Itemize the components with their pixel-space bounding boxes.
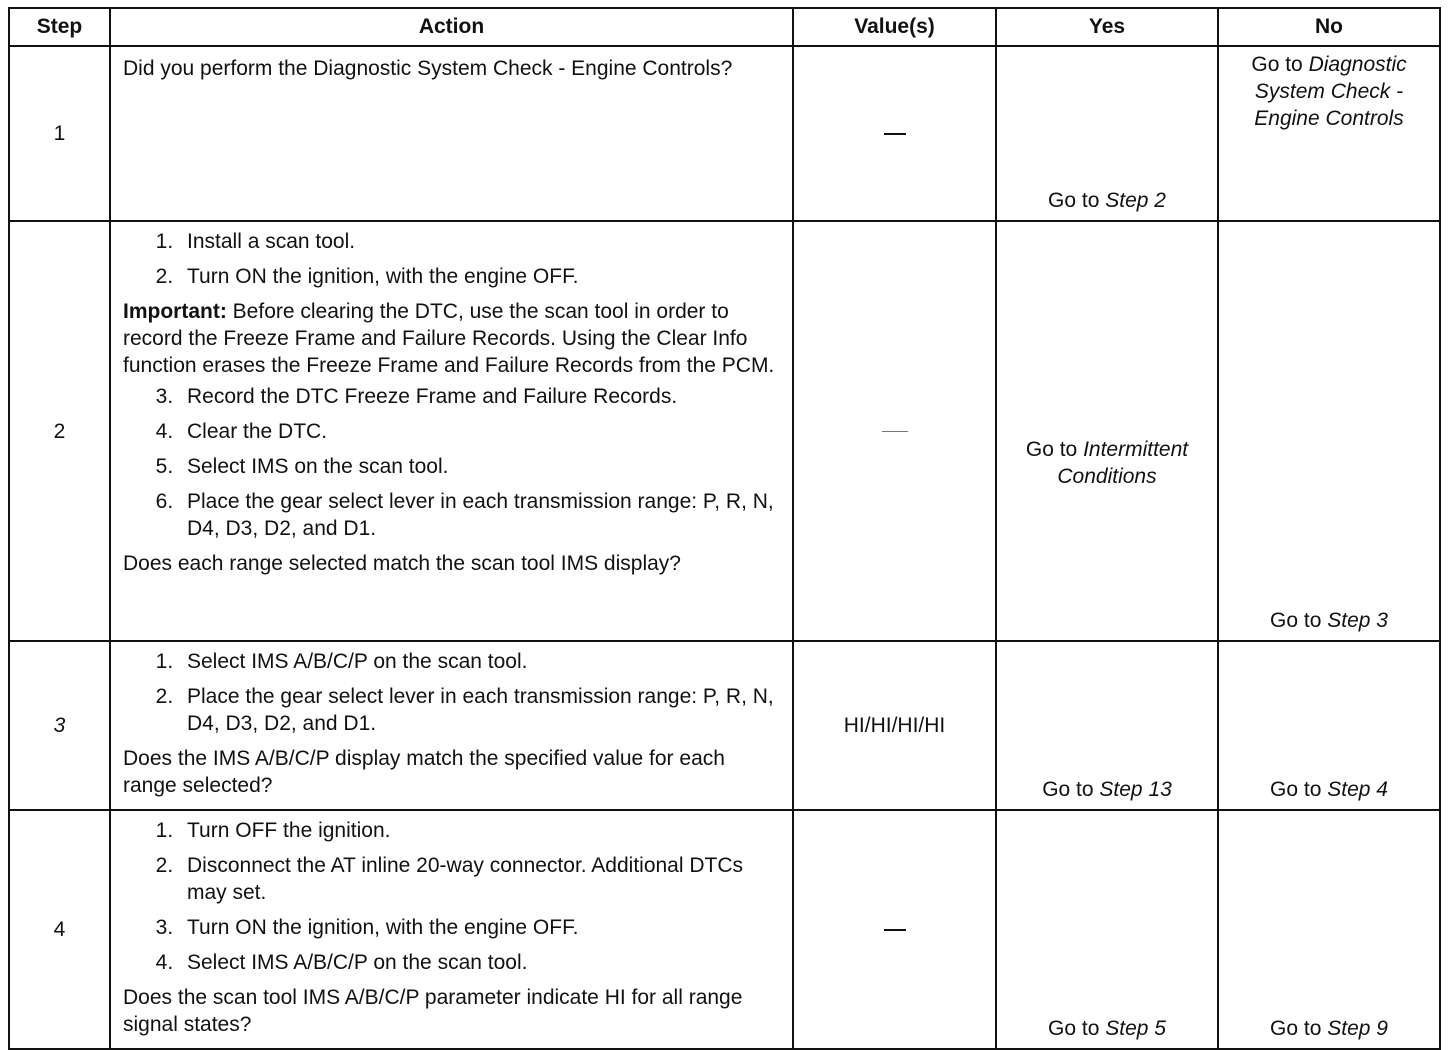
yes-target: Step 13 xyxy=(1099,778,1172,801)
action-list xyxy=(123,648,782,737)
list-item: 3. Record the DTC Freeze Frame and Failure Records. xyxy=(179,383,782,410)
action-list xyxy=(123,228,782,290)
action-list xyxy=(123,383,782,542)
header-action: Action xyxy=(110,8,793,46)
no-prefix: Go to xyxy=(1251,53,1303,76)
value-dash xyxy=(884,929,906,931)
important-note xyxy=(123,298,782,379)
action-cell xyxy=(110,46,793,221)
value-cell xyxy=(793,221,996,641)
no-cell xyxy=(1218,810,1440,1049)
step-number: 4 xyxy=(9,810,110,1049)
yes-cell xyxy=(996,641,1218,810)
value-dash xyxy=(884,133,906,135)
list-item: 2. Disconnect the AT inline 20-way connector. Additional DTCs may set. xyxy=(179,852,782,906)
no-cell xyxy=(1218,221,1440,641)
header-no: No xyxy=(1218,8,1440,46)
table-row xyxy=(9,46,1440,221)
yes-target: Intermittent Conditions xyxy=(1057,438,1189,488)
yes-target: Step 2 xyxy=(1105,189,1166,212)
list-item: 5. Select IMS on the scan tool. xyxy=(179,453,782,480)
header-row xyxy=(9,8,1440,46)
action-question: Does the scan tool IMS A/B/C/P parameter indicate HI for all range signal states? xyxy=(123,986,743,1036)
value-cell xyxy=(793,810,996,1049)
important-text: Before clearing the DTC, use the scan tool in order to record the Freeze Frame and Failure Records. Using the Clear Info function erases the Freeze Frame and Failure Records from the PCM. xyxy=(123,300,775,377)
important-label: Important: xyxy=(123,300,227,323)
table-row xyxy=(9,641,1440,810)
action-question: Does the IMS A/B/C/P display match the specified value for each range selected? xyxy=(123,747,725,797)
list-item: 6. Place the gear select lever in each transmission range: P, R, N, D4, D3, D2, and D1. xyxy=(179,488,782,542)
header-yes: Yes xyxy=(996,8,1218,46)
action-cell xyxy=(110,810,793,1049)
yes-cell xyxy=(996,221,1218,641)
value-cell xyxy=(793,641,996,810)
yes-cell xyxy=(996,46,1218,221)
step-number: 2 xyxy=(9,221,110,641)
list-item: 1. Turn OFF the ignition. xyxy=(179,817,782,844)
yes-prefix: Go to xyxy=(1025,438,1078,461)
action-cell xyxy=(110,221,793,641)
yes-cell xyxy=(996,810,1218,1049)
value-cell xyxy=(793,46,996,221)
step-number: 3 xyxy=(9,641,110,810)
action-list xyxy=(123,817,782,976)
list-item: 2. Turn ON the ignition, with the engine OFF. xyxy=(179,263,782,290)
value-dash xyxy=(882,431,908,432)
header-step: Step xyxy=(9,8,110,46)
action-question: Does each range selected match the scan tool IMS display? xyxy=(123,552,681,575)
no-target: Step 4 xyxy=(1327,778,1388,801)
yes-prefix: Go to xyxy=(1048,189,1100,212)
list-item: 1. Select IMS A/B/C/P on the scan tool. xyxy=(179,648,782,675)
list-item: 3. Turn ON the ignition, with the engine OFF. xyxy=(179,914,782,941)
action-cell xyxy=(110,641,793,810)
no-prefix: Go to xyxy=(1270,1017,1322,1040)
no-prefix: Go to xyxy=(1270,778,1322,801)
no-prefix: Go to xyxy=(1270,609,1322,632)
list-item: 4. Select IMS A/B/C/P on the scan tool. xyxy=(179,949,782,976)
no-target: Step 3 xyxy=(1327,609,1388,632)
no-cell xyxy=(1218,46,1440,221)
header-values: Value(s) xyxy=(793,8,996,46)
table-row xyxy=(9,221,1440,641)
yes-prefix: Go to xyxy=(1042,778,1094,801)
list-item: 1. Install a scan tool. xyxy=(179,228,782,255)
yes-target: Step 5 xyxy=(1105,1017,1166,1040)
yes-prefix: Go to xyxy=(1048,1017,1100,1040)
no-target: Step 9 xyxy=(1327,1017,1388,1040)
list-item: 4. Clear the DTC. xyxy=(179,418,782,445)
value-text: HI/HI/HI/HI xyxy=(843,714,946,737)
step-number: 1 xyxy=(9,46,110,221)
table-row xyxy=(9,810,1440,1049)
diagnostic-table xyxy=(8,7,1441,1050)
no-target: Diagnostic System Check - Engine Controls xyxy=(1254,53,1407,130)
no-cell xyxy=(1218,641,1440,810)
list-item: 2. Place the gear select lever in each transmission range: P, R, N, D4, D3, D2, and D1. xyxy=(179,683,782,737)
action-question: Did you perform the Diagnostic System Check - Engine Controls? xyxy=(123,57,733,80)
